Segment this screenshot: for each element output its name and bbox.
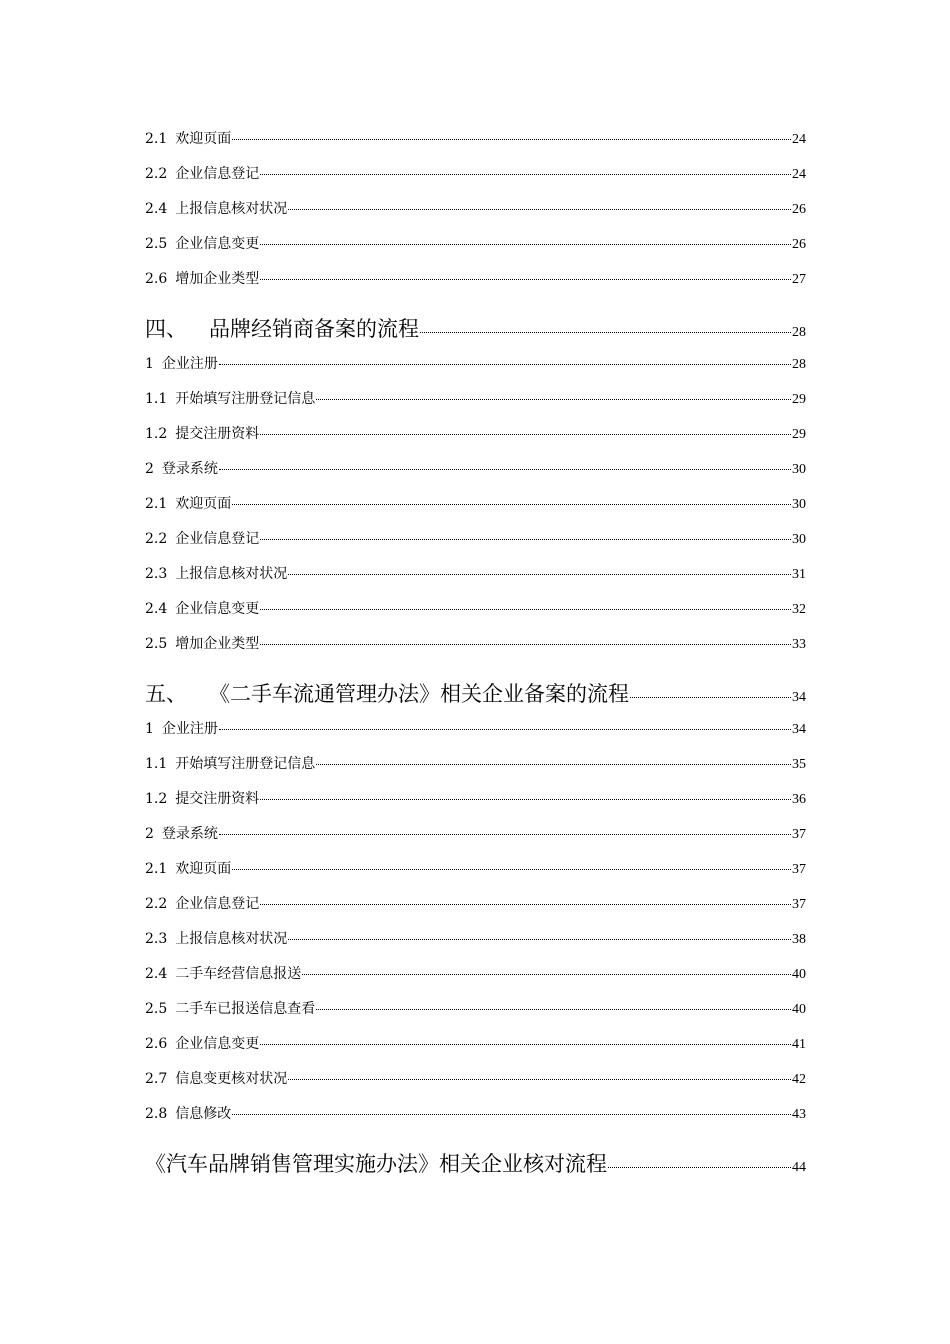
toc-entry-number: 2 <box>145 826 154 842</box>
toc-entry-title: 开始填写注册登记信息 <box>175 756 316 772</box>
toc-entry-number: 2.5 <box>145 636 168 652</box>
toc-entry-number: 2.3 <box>145 566 168 582</box>
toc-entry[interactable] <box>145 493 806 513</box>
toc-dot-leader <box>316 399 791 400</box>
toc-entry-title: 欢迎页面 <box>175 496 232 512</box>
toc-entry[interactable] <box>145 163 806 183</box>
toc-entry-number: 2.4 <box>145 201 168 217</box>
toc-dot-leader <box>260 644 791 645</box>
toc-entry-number: 2.1 <box>145 861 168 877</box>
toc-page-number: 24 <box>792 167 806 182</box>
toc-entry-title: 开始填写注册登记信息 <box>175 391 316 407</box>
toc-entry[interactable] <box>145 718 806 738</box>
toc-entry-title: 企业信息变更 <box>175 1036 260 1052</box>
toc-entry-title: 上报信息核对状况 <box>175 931 288 947</box>
toc-entry-number: 2.5 <box>145 1001 168 1017</box>
toc-entry-number: 2.2 <box>145 166 168 182</box>
toc-dot-leader <box>260 799 791 800</box>
toc-section-heading[interactable] <box>145 1148 806 1178</box>
toc-page-number: 37 <box>792 862 806 877</box>
toc-entry-title: 企业信息变更 <box>175 236 260 252</box>
toc-entry-title: 登录系统 <box>161 826 218 842</box>
toc-dot-leader <box>630 697 791 698</box>
toc-page-number: 32 <box>792 602 806 617</box>
toc-entry[interactable] <box>145 458 806 478</box>
toc-entry[interactable] <box>145 788 806 808</box>
toc-entry-number: 1 <box>145 721 154 737</box>
toc-page-number: 34 <box>792 722 806 737</box>
toc-entry-title: 上报信息核对状况 <box>175 201 288 217</box>
toc-dot-leader <box>232 1114 791 1115</box>
toc-entry-number: 2.6 <box>145 1036 168 1052</box>
toc-entry[interactable] <box>145 858 806 878</box>
toc-section-heading[interactable] <box>145 678 806 708</box>
toc-page-number: 35 <box>792 757 806 772</box>
toc-dot-leader <box>302 974 791 975</box>
toc-page-number: 41 <box>792 1037 806 1052</box>
toc-page-number: 28 <box>792 325 806 340</box>
toc-entry[interactable] <box>145 963 806 983</box>
toc-page-number: 26 <box>792 202 806 217</box>
toc-entry[interactable] <box>145 1068 806 1088</box>
toc-entry-number: 1.1 <box>145 756 168 772</box>
toc-page-number: 37 <box>792 897 806 912</box>
toc-entry-number: 2.4 <box>145 601 168 617</box>
toc-entry-title: 欢迎页面 <box>175 131 232 147</box>
toc-entry-title: 登录系统 <box>161 461 218 477</box>
toc-dot-leader <box>260 174 791 175</box>
toc-entry-title: 二手车经营信息报送 <box>175 966 302 982</box>
toc-entry[interactable] <box>145 998 806 1018</box>
toc-entry-number: 2.3 <box>145 931 168 947</box>
toc-entry-title: 企业信息登记 <box>175 896 260 912</box>
toc-entry-title: 企业信息登记 <box>175 166 260 182</box>
toc-dot-leader <box>288 574 791 575</box>
toc-entry[interactable] <box>145 928 806 948</box>
toc-entry-title: 信息变更核对状况 <box>175 1071 288 1087</box>
toc-entry-title: 提交注册资料 <box>175 791 260 807</box>
toc-entry[interactable] <box>145 823 806 843</box>
toc-entry-number: 四、 <box>145 317 187 341</box>
toc-dot-leader <box>219 834 791 835</box>
toc-dot-leader <box>260 1044 791 1045</box>
toc-entry[interactable] <box>145 753 806 773</box>
toc-page-number: 37 <box>792 827 806 842</box>
toc-entry-title: 企业信息变更 <box>175 601 260 617</box>
toc-entry-title: 二手车已报送信息查看 <box>175 1001 316 1017</box>
toc-entry[interactable] <box>145 233 806 253</box>
toc-entry-number: 1.1 <box>145 391 168 407</box>
toc-entry-title: 《汽车品牌销售管理实施办法》相关企业核对流程 <box>145 1152 607 1176</box>
toc-entry-number: 1.2 <box>145 426 168 442</box>
toc-entry-number: 2.2 <box>145 531 168 547</box>
toc-page-number: 42 <box>792 1072 806 1087</box>
toc-page-number: 27 <box>792 272 806 287</box>
toc-page-number: 24 <box>792 132 806 147</box>
toc-entry-number: 2.1 <box>145 131 168 147</box>
toc-page-number: 31 <box>792 567 806 582</box>
toc-entry-number: 2.6 <box>145 271 168 287</box>
toc-page-number: 30 <box>792 497 806 512</box>
toc-page-number: 43 <box>792 1107 806 1122</box>
toc-page-number: 29 <box>792 427 806 442</box>
toc-entry-number: 2.8 <box>145 1106 168 1122</box>
toc-dot-leader <box>288 1079 791 1080</box>
toc-entry[interactable] <box>145 353 806 373</box>
toc-entry-title: 《二手车流通管理办法》相关企业备案的流程 <box>209 682 629 706</box>
toc-page-number: 29 <box>792 392 806 407</box>
toc-dot-leader <box>232 139 791 140</box>
toc-entry-number: 2.7 <box>145 1071 168 1087</box>
toc-entry[interactable] <box>145 128 806 148</box>
toc-entry-number: 2.1 <box>145 496 168 512</box>
toc-entry-title: 企业注册 <box>161 356 218 372</box>
toc-entry-title: 欢迎页面 <box>175 861 232 877</box>
toc-dot-leader <box>608 1167 791 1168</box>
toc-entry[interactable] <box>145 1033 806 1053</box>
toc-entry-number: 五、 <box>145 682 187 706</box>
toc-entry-title: 增加企业类型 <box>175 271 260 287</box>
toc-dot-leader <box>260 904 791 905</box>
toc-entry[interactable] <box>145 388 806 408</box>
toc-dot-leader <box>260 539 791 540</box>
toc-entry-title: 信息修改 <box>175 1106 232 1122</box>
toc-dot-leader <box>219 364 791 365</box>
toc-dot-leader <box>288 209 791 210</box>
toc-page-number: 40 <box>792 1002 806 1017</box>
toc-entry[interactable] <box>145 528 806 548</box>
toc-entry[interactable] <box>145 1103 806 1123</box>
toc-entry[interactable] <box>145 598 806 618</box>
toc-entry-number: 2.4 <box>145 966 168 982</box>
toc-dot-leader <box>260 244 791 245</box>
toc-page-number: 30 <box>792 462 806 477</box>
toc-entry-number: 2.2 <box>145 896 168 912</box>
toc-page-number: 30 <box>792 532 806 547</box>
toc-entry[interactable] <box>145 563 806 583</box>
toc-dot-leader <box>316 764 791 765</box>
toc-entry[interactable] <box>145 633 806 653</box>
toc-entry-title: 品牌经销商备案的流程 <box>209 317 419 341</box>
toc-dot-leader <box>316 1009 791 1010</box>
toc-page-number: 40 <box>792 967 806 982</box>
toc-page-number: 36 <box>792 792 806 807</box>
toc-entry-title: 增加企业类型 <box>175 636 260 652</box>
toc-dot-leader <box>219 469 791 470</box>
toc-dot-leader <box>420 332 791 333</box>
toc-entry-title: 企业信息登记 <box>175 531 260 547</box>
toc-dot-leader <box>232 869 791 870</box>
toc-dot-leader <box>219 729 791 730</box>
toc-page-number: 26 <box>792 237 806 252</box>
toc-dot-leader <box>260 434 791 435</box>
toc-page-number: 34 <box>792 690 806 705</box>
toc-page-number: 38 <box>792 932 806 947</box>
toc-entry-title: 企业注册 <box>161 721 218 737</box>
toc-entry-number: 1.2 <box>145 791 168 807</box>
toc-dot-leader <box>232 504 791 505</box>
toc-entry-title: 上报信息核对状况 <box>175 566 288 582</box>
toc-dot-leader <box>288 939 791 940</box>
toc-page-number: 44 <box>792 1160 806 1175</box>
toc-dot-leader <box>260 279 791 280</box>
toc-entry[interactable] <box>145 893 806 913</box>
toc-entry-number: 2.5 <box>145 236 168 252</box>
toc-entry-title: 提交注册资料 <box>175 426 260 442</box>
toc-page-number: 28 <box>792 357 806 372</box>
toc-entry[interactable] <box>145 423 806 443</box>
toc-entry-number: 1 <box>145 356 154 372</box>
toc-dot-leader <box>260 609 791 610</box>
toc-section-heading[interactable] <box>145 313 806 343</box>
toc-entry-number: 2 <box>145 461 154 477</box>
toc-entry[interactable] <box>145 268 806 288</box>
toc-page-number: 33 <box>792 637 806 652</box>
toc-entry[interactable] <box>145 198 806 218</box>
